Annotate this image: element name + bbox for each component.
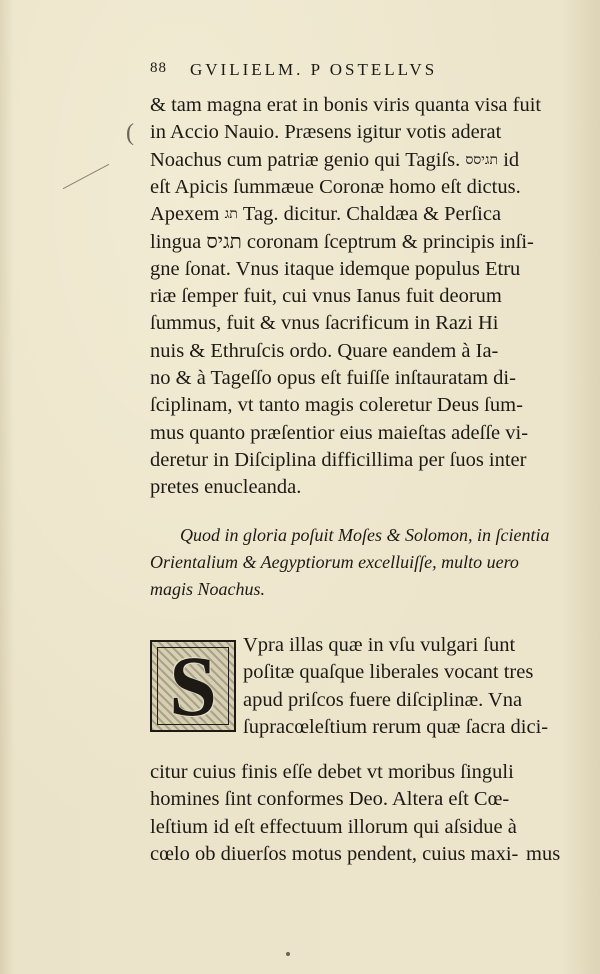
page-number: 88: [150, 60, 167, 76]
text-line: Apexem תג Tag. dicitur. Chaldæa & Perſica: [150, 203, 502, 226]
text-line: nuis & Ethruſcis ordo. Quare eandem à Ia-: [150, 339, 499, 362]
text-line: ſupracœleſtium rerum quæ ſacra dici-: [243, 715, 549, 738]
text-line: Vpra illas quæ in vſu vulgari ſunt: [243, 634, 516, 656]
text-line: gne ſonat. Vnus itaque idemque populus Etru: [150, 257, 521, 280]
text-line: riæ ſemper fuit, cui vnus Ianus fuit deorum: [150, 285, 502, 308]
text-line: no & à Tageſſo opus eſt fuiſſe inſtauratam di-: [150, 366, 516, 389]
text-line: lingua תגיס coronam ſceptrum & principis inſi-: [150, 229, 534, 254]
text-line: eſt Apicis ſummæue Coronæ homo eſt dictus.: [150, 175, 521, 198]
hebrew-word: תגיסס: [465, 151, 499, 168]
heading-line: Orientalium & Aegyptiorum excelluiſſe, multo uero: [150, 552, 519, 572]
text-line: ſummus, fuit & vnus ſacrificum in Razi Hi: [150, 312, 499, 335]
text-line: citur cuius finis eſſe debet vt moribus ſinguli: [150, 761, 514, 783]
catchword: mus: [526, 843, 561, 865]
paragraph-2-indented: [243, 632, 580, 741]
text-line: leſtium id eſt effectuum illorum qui aſsidue à: [150, 815, 517, 838]
paragraph-2-continued: [150, 759, 580, 868]
heading-line: magis Noachus.: [150, 579, 266, 599]
text-line: in Accio Nauio. Præsens igitur votis aderat: [150, 121, 502, 144]
text-line: & tam magna erat in bonis viris quanta visa fuit: [150, 94, 542, 116]
text-line: homines ſint conformes Deo. Altera eſt Cœ-: [150, 788, 510, 811]
text-line: Noachus cum patriæ genio qui Tagiſs. תגיסס id: [150, 148, 520, 171]
text-line: pretes enucleanda.: [150, 476, 302, 499]
text-line: ſciplinam, vt tanto magis coleretur Deus ſum-: [150, 394, 523, 417]
paragraph-1: [150, 92, 580, 501]
margin-pen-stroke: [63, 164, 109, 189]
hebrew-word: תג: [224, 206, 238, 223]
running-head: GVILIELM. P OSTELLVS: [190, 60, 438, 79]
margin-bracket-mark: (: [126, 120, 134, 146]
decorated-initial: [150, 640, 236, 732]
text-line: apud priſcos fuere diſciplinæ. Vna: [243, 688, 523, 711]
page-speck: [286, 952, 290, 956]
page-header: [150, 60, 540, 84]
text-line: poſitæ quaſque liberales vocant tres: [243, 661, 534, 684]
section-heading: [150, 522, 580, 603]
initial-letter: S: [169, 638, 217, 734]
hebrew-word: תגיס: [206, 229, 242, 254]
text-line: mus quanto præſentior eius maieſtas adeſſe vi-: [150, 421, 529, 444]
text-line: cœlo ob diuerſos motus pendent, cuius maxi-: [150, 842, 519, 865]
text-line: deretur in Diſciplina difficillima per ſuos inter: [150, 448, 527, 471]
heading-line: Quod in gloria poſuit Moſes & Solomon, in ſcientia: [180, 525, 550, 545]
